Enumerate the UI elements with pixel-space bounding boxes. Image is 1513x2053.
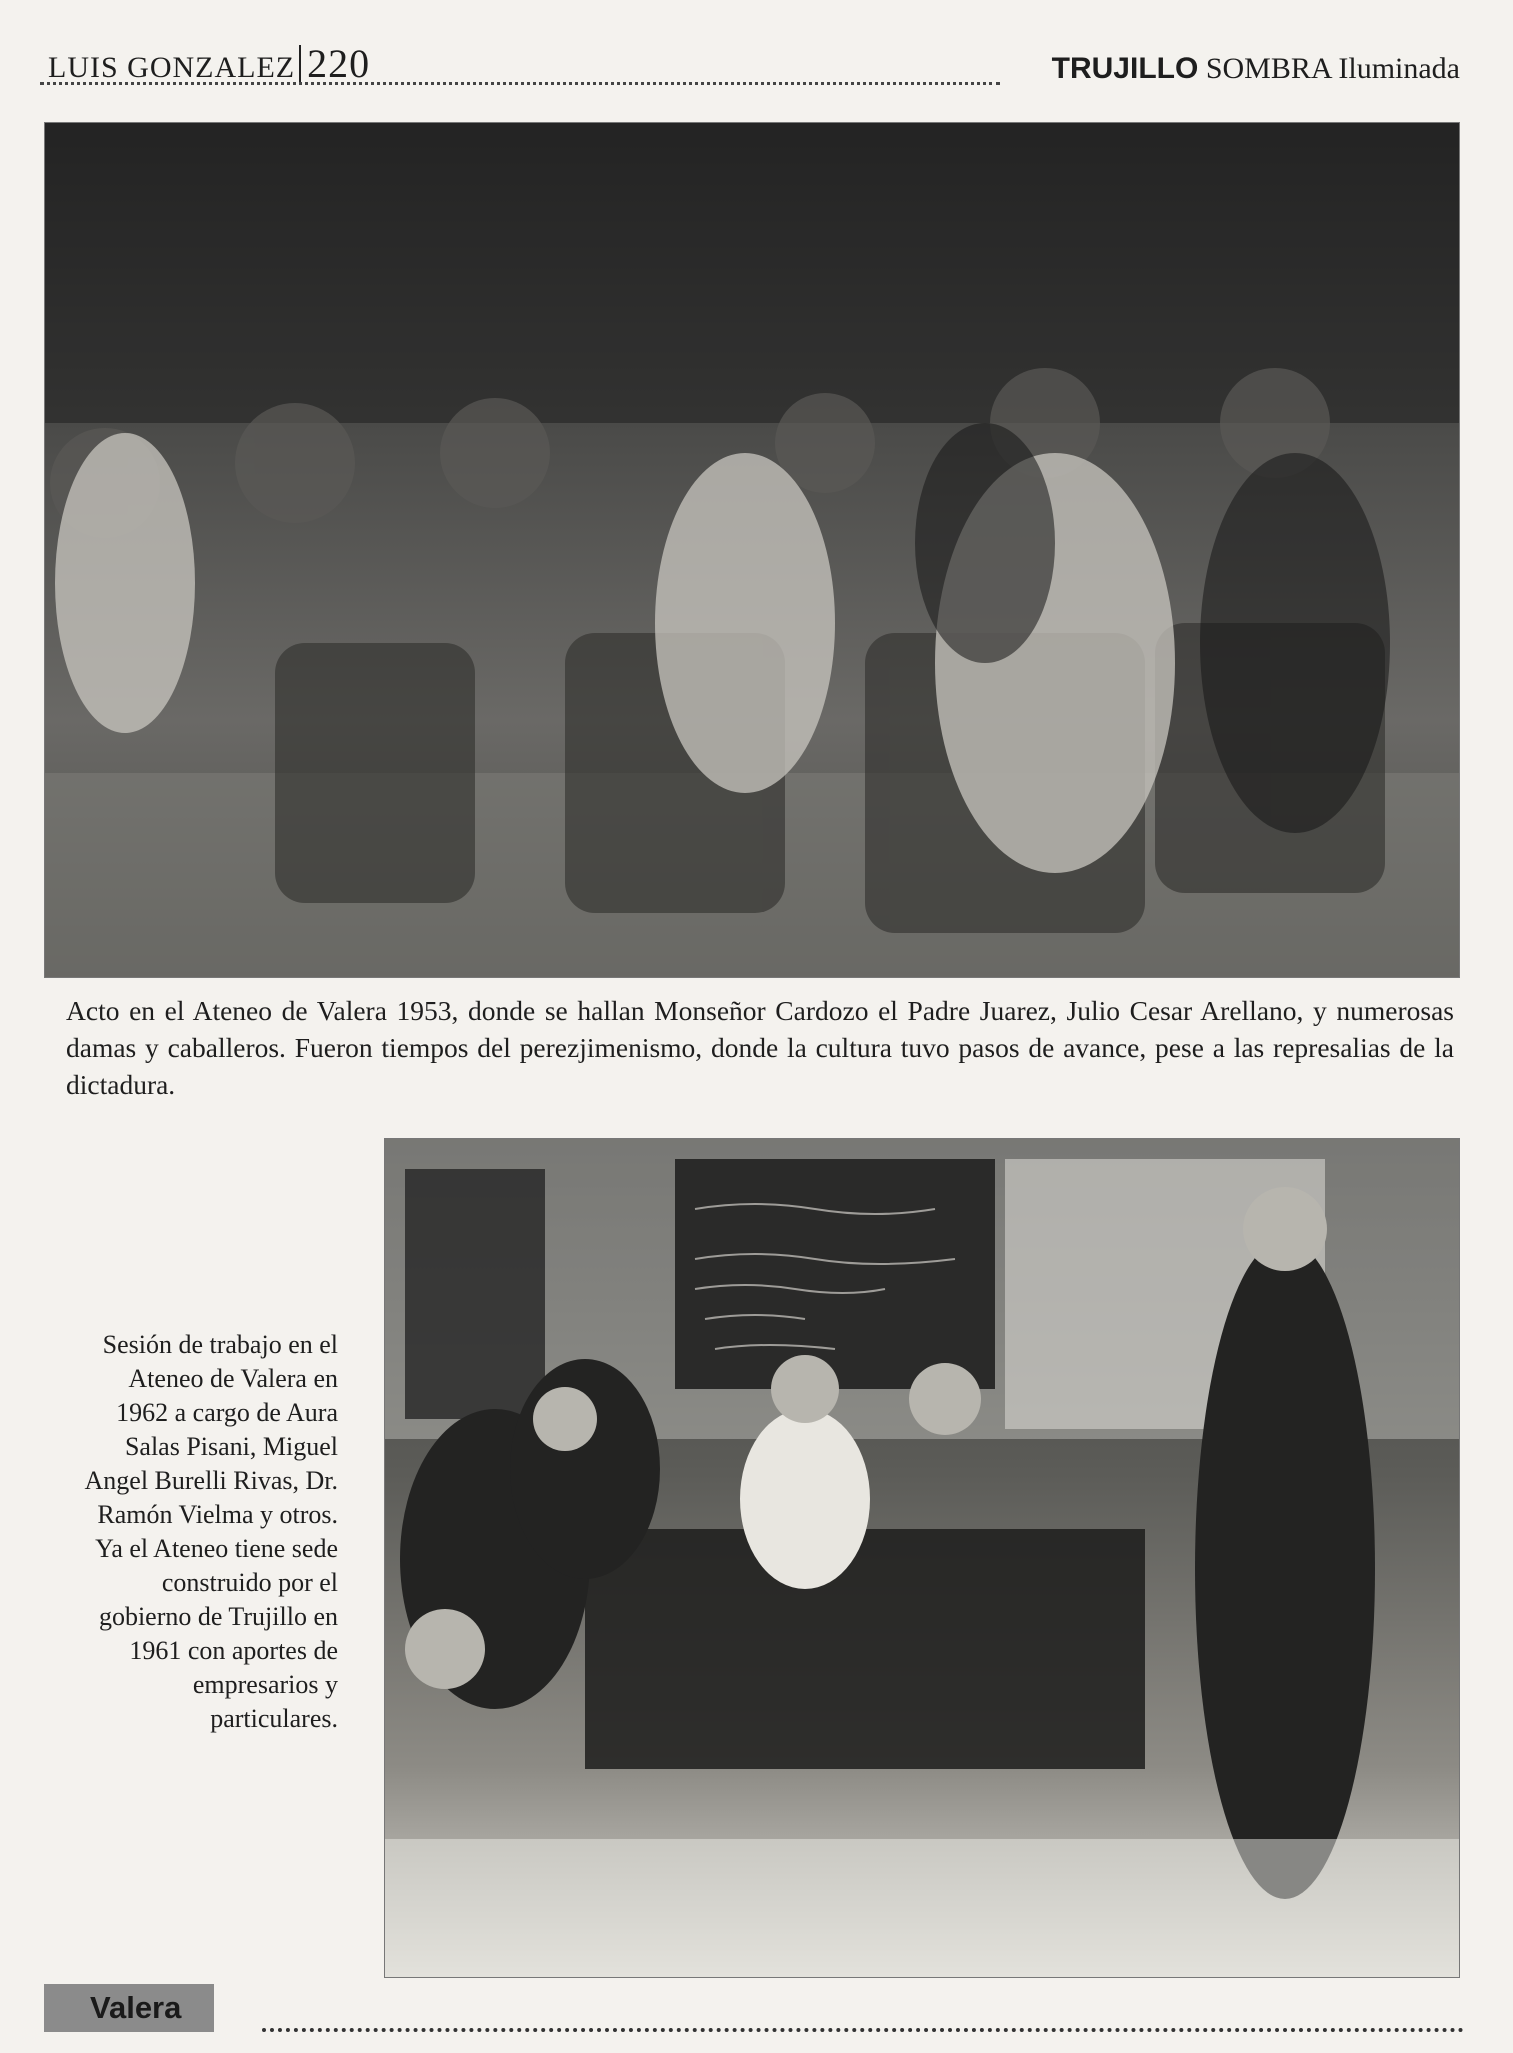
header-separator xyxy=(299,45,301,83)
header-left xyxy=(48,40,370,87)
photo-ateneo-1953 xyxy=(44,122,1460,978)
page-number: 220 xyxy=(307,41,371,86)
book-title xyxy=(1052,52,1460,86)
author-name: LUIS GONZALEZ xyxy=(48,51,296,84)
photo-ateneo-1962 xyxy=(384,1138,1460,1978)
footer-dotted-rule xyxy=(262,2028,1464,2032)
book-title-rest: SOMBRA Iluminada xyxy=(1205,52,1460,85)
header-dotted-rule xyxy=(40,82,1000,85)
section-label xyxy=(44,1984,214,2032)
photo-ateneo-1962-illustration xyxy=(385,1139,1459,1977)
book-title-bold: TRUJILLO xyxy=(1051,52,1199,85)
photo-ateneo-1953-caption: Acto en el Ateneo de Valera 1953, donde se hallan Monseñor Cardozo el Padre Juarez, Julio Cesar Arellano, y numerosas damas y caballeros. Fueron tiempos del perezjimenismo, donde la cultura tuvo pasos de avance, pese a las represalias de la dictadura. xyxy=(66,995,1454,1100)
photo-ateneo-1953-illustration xyxy=(45,123,1459,977)
photo-ateneo-1962-caption: Sesión de trabajo en el Ateneo de Valera en 1962 a cargo de Aura Salas Pisani, Miguel Angel Burelli Rivas, Dr. Ramón Vielma y otros. Ya el Ateneo tiene sede construido por el gobierno de Trujillo en 1961 con aportes de empresarios y particulares. xyxy=(84,1330,338,1733)
page-header xyxy=(40,22,1460,92)
section-name: Valera xyxy=(90,1990,182,2025)
page-footer xyxy=(44,1984,1464,2036)
